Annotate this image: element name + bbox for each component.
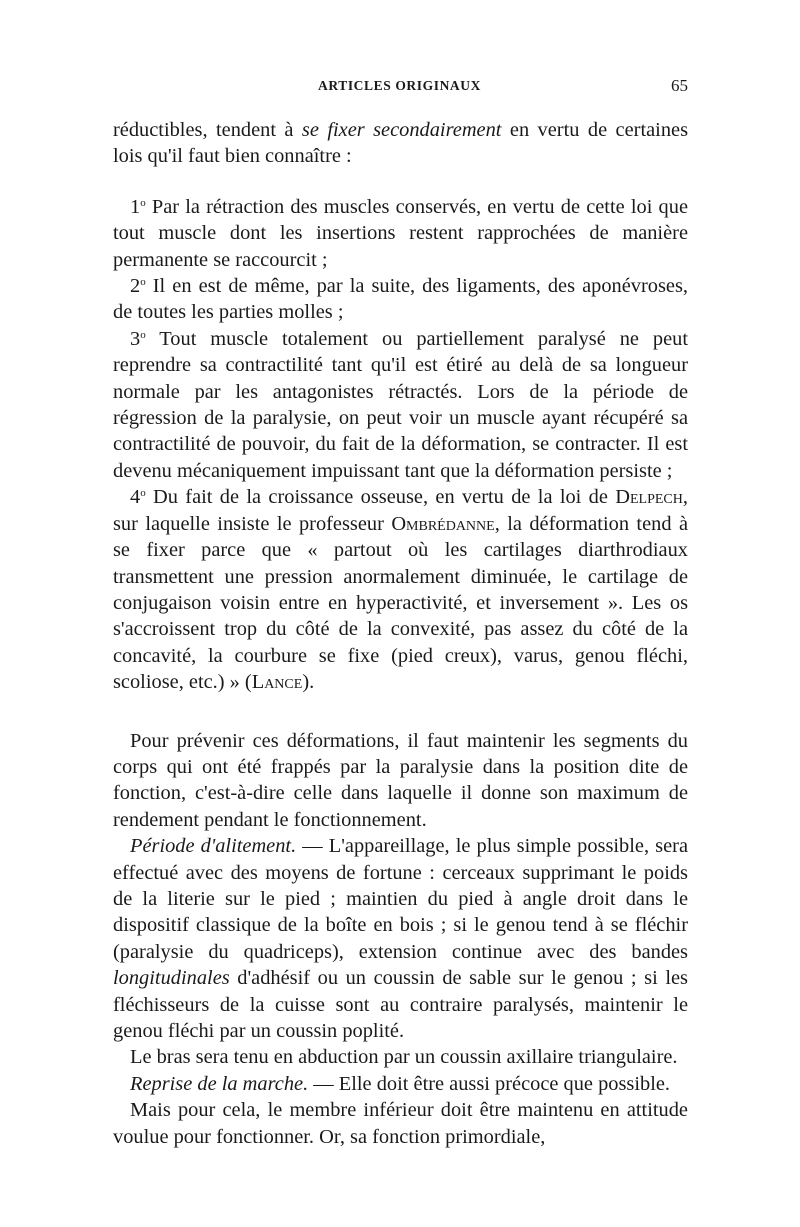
page-header: [0, 78, 800, 102]
paragraph-bras: Le bras sera tenu en abduction par un coussin axillaire triangulaire.: [130, 1046, 678, 1069]
paragraph-prevent: Pour prévenir ces déformations, il faut maintenir les segments du corps qui ont été frappés par la paralysie dans la position dite de fonction, c'est-à-dire celle dans laquelle il donne son maximum de rendement pendant le fonctionnement.: [113, 729, 688, 831]
list-item-4: 4$^o$ Du fait de la croissance osseuse, en vertu de la loi de Delpech, sur laquelle insiste le professeur Ombrédanne, la déformation tend à se fixer parce que « partout où les cartilages diarthrodiaux transmettent une pression anormalement diminuée, le cartilage de conjugaison voisin entre en hyperactivité, et inversement ». Les os s'accroissent trop du côté de la convexité, pas assez du côté de la concavité, la courbure se fixe (pied creux), varus, genou fléchi, scoliose, etc.) » (Lance).: [113, 486, 689, 694]
list-item-3: 3$^o$ Tout muscle totalement ou partiellement paralysé ne peut reprendre sa contractilité tant qu'il est étiré au delà de sa longueur normale par les antagonistes rétractés. Lors de la période de régression de la paralysie, on peut voir un muscle ayant récupéré sa contractilité de pouvoir, du fait de la déformation, se contracter. Il est devenu mécaniquement impuissant tant que la déformation persiste ;: [113, 327, 688, 482]
paragraph-mais: Mais pour cela, le membre inférieur doit être maintenu en attitude voulue pour fonctionner. Or, sa fonction primordiale,: [113, 1099, 688, 1148]
running-title: ARTICLES ORIGINAUX: [318, 78, 481, 93]
author-name-lance: Lance: [251, 671, 303, 694]
page-number: 65: [671, 76, 688, 95]
list-item-2: 2$^o$ Il en est de même, par la suite, des ligaments, des aponévroses, de toutes les parties molles ;: [113, 275, 688, 324]
list-item-1: 1$^o$ Par la rétraction des muscles conservés, en vertu de cette loi que tout muscle dont les insertions restent rapprochées de manière permanente se raccourcit ;: [113, 195, 688, 271]
section-heading-alitement: Période d'alitement.: [130, 835, 297, 858]
body-text: [113, 117, 688, 1150]
paragraph-intro: réductibles, tendent à se fixer secondairement en vertu de certaines lois qu'il faut bien connaître :: [113, 119, 689, 168]
author-name-delpech: Delpech: [615, 486, 683, 509]
paragraph-alitement: Période d'alitement. — L'appareillage, le plus simple possible, sera effectué avec des moyens de fortune : cerceaux supprimant le poids de la literie sur le pied ; maintien du pied à angle droit dans le dispositif classique de la boîte en bois ; si le genou tend à se fléchir (paralysie du quadriceps), extension continue avec des bandes longitudinales d'adhésif ou un coussin de sable sur le genou ; si les fléchisseurs de la cuisse sont au contraire paralysés, maintenir le genou fléchi par un coussin poplité.: [113, 835, 688, 1042]
author-name-ombredanne: Ombrédanne: [391, 512, 495, 535]
paragraph-marche: Reprise de la marche. — Elle doit être aussi précoce que possible.: [130, 1072, 671, 1095]
section-heading-marche: Reprise de la marche.: [130, 1072, 309, 1095]
